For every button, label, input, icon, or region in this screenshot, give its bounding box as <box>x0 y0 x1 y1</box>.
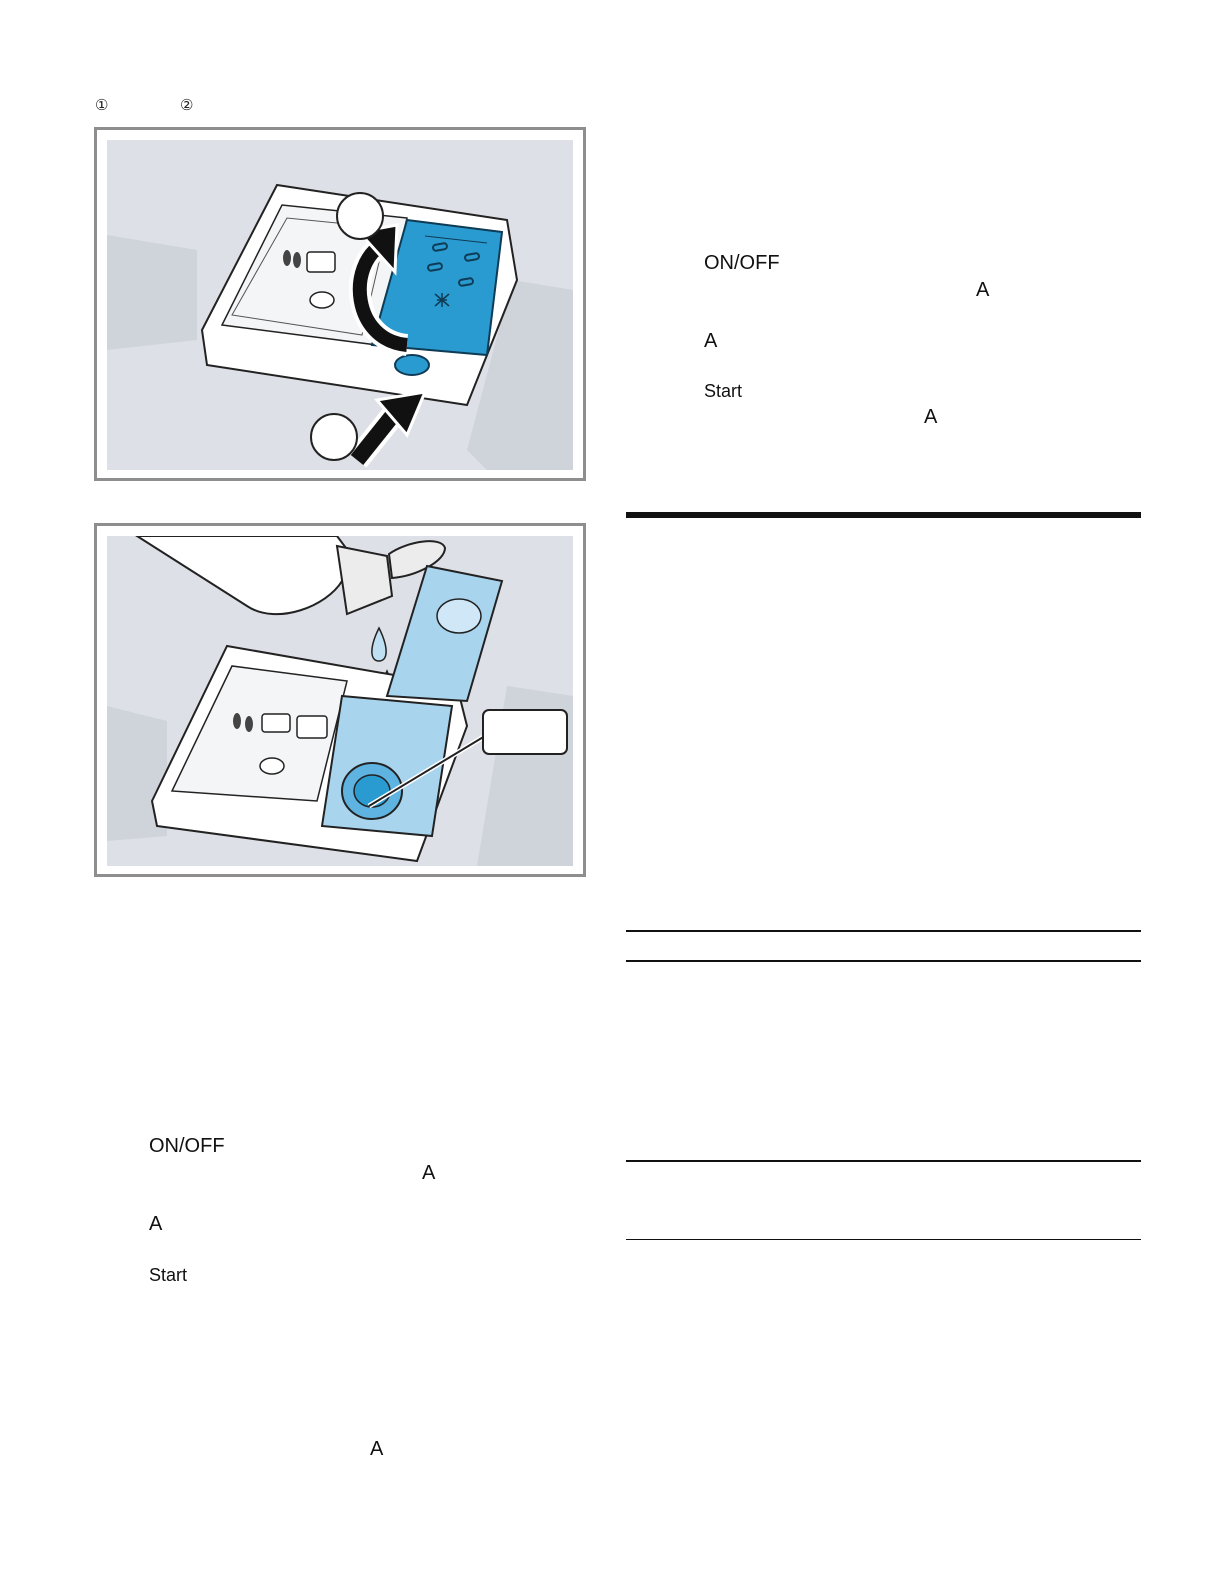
figure-open-lid-illustration <box>107 140 573 470</box>
section-heading-rule <box>626 512 1141 518</box>
right-start-label: Start <box>704 381 743 401</box>
left-a-label-3: A <box>370 1438 384 1460</box>
right-a-label-2: A <box>704 330 718 352</box>
figure-fill-illustration <box>107 536 573 866</box>
right-a-label-1: A <box>976 279 990 301</box>
marker-1 <box>337 193 383 239</box>
figure-fill-rinse-aid <box>94 523 586 877</box>
table-bottom-rule <box>626 1239 1141 1240</box>
callout-box <box>483 710 567 754</box>
sparkle-icon <box>435 293 449 307</box>
left-onoff-label: ON/OFF <box>149 1135 225 1157</box>
right-onoff-label: ON/OFF <box>704 252 780 274</box>
left-start-label: Start <box>149 1265 188 1285</box>
table-row-rule <box>626 1160 1141 1162</box>
left-a-label-1: A <box>422 1162 436 1184</box>
figure-open-lid <box>94 127 586 481</box>
step-ref-2: ② <box>180 97 194 114</box>
marker-2 <box>311 414 357 460</box>
left-a-label-2: A <box>149 1213 163 1235</box>
step-ref-1: ① <box>95 97 109 114</box>
table-top-rule <box>626 930 1141 932</box>
right-a-label-3: A <box>924 406 938 428</box>
table-header-rule <box>626 960 1141 962</box>
